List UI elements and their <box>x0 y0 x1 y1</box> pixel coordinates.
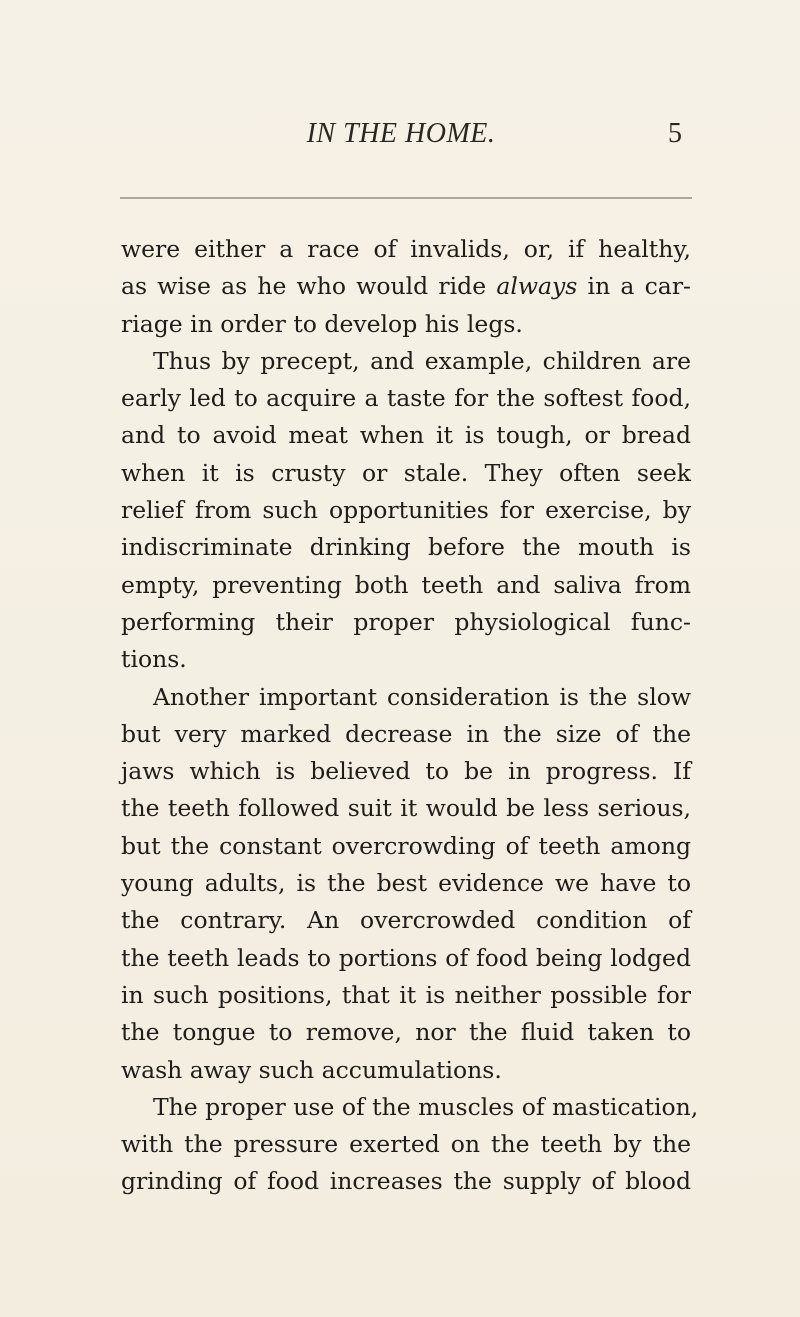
text-line: The proper use of the muscles of mastication, <box>153 1092 699 1121</box>
text-line: the teeth followed suit it would be less serious, <box>121 794 691 823</box>
running-title: IN THE HOME. <box>306 118 496 149</box>
italic-word: always <box>496 272 578 301</box>
text-line: grinding of food increases the supply of blood <box>121 1167 691 1196</box>
text-line: were either a race of invalids, or, if healthy, <box>121 235 691 263</box>
text-fragment: in a car- <box>577 272 691 301</box>
text-line: empty, preventing both teeth and saliva from <box>121 570 691 599</box>
text-line: young adults, is the best evidence we have to <box>121 869 691 898</box>
text-line: Thus by precept, and example, children are <box>153 346 691 375</box>
text-line: early led to acquire a taste for the softest food, <box>121 384 691 413</box>
text-line: but very marked decrease in the size of the <box>121 719 691 748</box>
running-head <box>120 118 682 158</box>
text-line: when it is crusty or stale. They often seek <box>121 458 691 487</box>
body-text <box>121 231 699 1201</box>
text-line: the teeth leads to portions of food being lodged <box>121 943 691 972</box>
text-line: with the pressure exerted on the teeth by the <box>121 1130 691 1159</box>
text-line: tions. <box>121 645 187 674</box>
text-line: the tongue to remove, nor the fluid taken to <box>121 1018 691 1047</box>
header-rule <box>120 197 692 199</box>
text-line: and to avoid meat when it is tough, or bread <box>121 421 691 450</box>
text-line <box>121 268 691 305</box>
text-line: Another important consideration is the slow <box>153 682 691 711</box>
text-line: performing their proper physiological func- <box>121 607 691 636</box>
text-line: but the constant overcrowding of teeth among <box>121 831 691 860</box>
text-fragment: as wise as he who would ride <box>121 272 497 301</box>
text-line: the contrary. An overcrowded condition of <box>121 906 691 935</box>
text-line: riage in order to develop his legs. <box>121 309 523 338</box>
text-line: relief from such opportunities for exercise, by <box>121 496 691 525</box>
text-line: wash away such accumulations. <box>121 1055 502 1084</box>
text-line: indiscriminate drinking before the mouth is <box>121 533 691 562</box>
page-number: 5 <box>668 118 682 149</box>
text-line: jaws which is believed to be in progress. If <box>121 757 691 786</box>
text-line: in such positions, that it is neither possible for <box>121 980 691 1009</box>
